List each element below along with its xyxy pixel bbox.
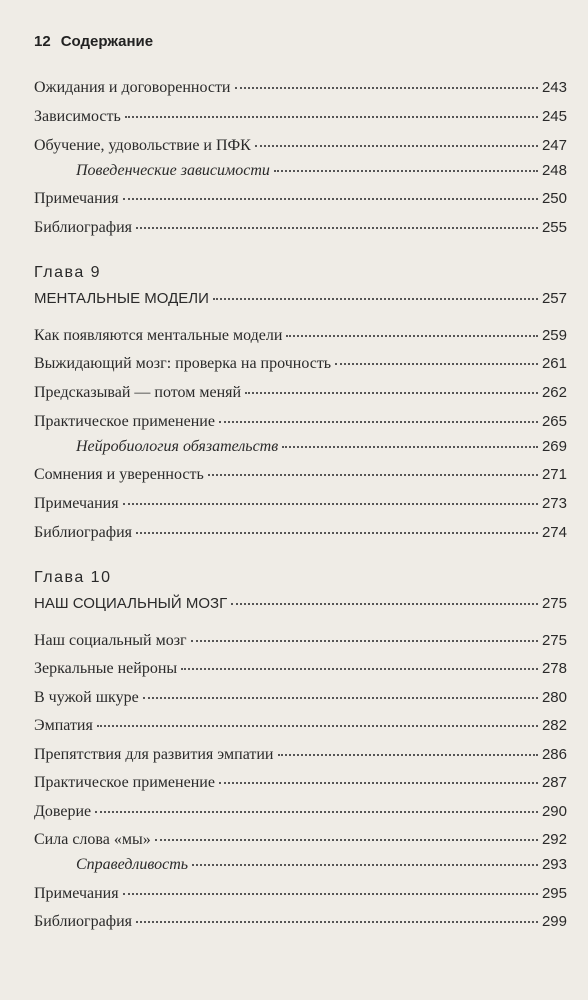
leader-dots xyxy=(278,754,538,756)
toc-entry xyxy=(34,745,567,765)
leader-dots xyxy=(286,335,538,337)
toc-entry-page: 275 xyxy=(541,632,567,649)
toc-entry-page: 278 xyxy=(541,660,567,677)
toc-entry-title: Эмпатия xyxy=(34,717,93,734)
chapter-title: МЕНТАЛЬНЫЕ МОДЕЛИ xyxy=(34,290,209,307)
leader-dots xyxy=(219,421,538,423)
toc-entry-page: 269 xyxy=(541,438,567,455)
toc-entry-page: 286 xyxy=(541,746,567,763)
toc-entry-title: Примечания xyxy=(34,885,119,902)
toc-entry-page: 247 xyxy=(541,137,567,154)
toc-entry-page: 292 xyxy=(541,831,567,848)
leader-dots xyxy=(208,474,538,476)
toc-entry-page: 243 xyxy=(541,79,567,96)
toc-entry-page: 295 xyxy=(541,885,567,902)
toc-entry-page: 245 xyxy=(541,108,567,125)
toc-entry-page: 273 xyxy=(541,495,567,512)
toc-entry xyxy=(34,659,567,679)
toc-entry xyxy=(34,716,567,736)
leader-dots xyxy=(245,392,538,394)
toc-entry xyxy=(34,78,567,98)
chapter-title-entry xyxy=(34,594,567,614)
leader-dots xyxy=(335,363,538,365)
toc-entry-page: 262 xyxy=(541,384,567,401)
toc-entry-page: 282 xyxy=(541,717,567,734)
leader-dots xyxy=(136,921,538,923)
toc-entry-title: Справедливость xyxy=(76,856,189,873)
running-title: Содержание xyxy=(60,33,154,50)
toc-entry-page: 265 xyxy=(541,413,567,430)
leader-dots xyxy=(95,811,538,813)
toc-entry-title: Библиография xyxy=(34,524,132,541)
toc-entry-title: Практическое применение xyxy=(34,413,215,430)
toc-entry-title: Препятствия для развития эмпатии xyxy=(34,746,274,763)
toc-entry-page: 261 xyxy=(541,355,567,372)
toc-entry-page: 299 xyxy=(541,913,567,930)
leader-dots xyxy=(181,668,538,670)
toc-entry-title: Ожидания и договоренности xyxy=(34,79,231,96)
toc-entry-page: 290 xyxy=(541,803,567,820)
toc-entry-page: 275 xyxy=(541,595,567,612)
toc-entry-title: Обучение, удовольствие и ПФК xyxy=(34,137,251,154)
leader-dots xyxy=(213,298,538,300)
toc-entry-title: Наш социальный мозг xyxy=(34,632,187,649)
toc-entry-title: Примечания xyxy=(34,495,119,512)
leader-dots xyxy=(191,640,538,642)
toc-entry xyxy=(34,830,567,850)
toc-entry-page: 255 xyxy=(541,219,567,236)
toc-entry xyxy=(34,136,567,156)
leader-dots xyxy=(136,532,538,534)
toc-entry-title: Примечания xyxy=(34,190,119,207)
toc-entry-title: Сомнения и уверенность xyxy=(34,466,204,483)
toc-entry-page: 280 xyxy=(541,689,567,706)
toc-entry xyxy=(34,523,567,543)
toc-entry-title: Зеркальные нейроны xyxy=(34,660,178,677)
toc-entry xyxy=(34,802,567,822)
toc-subentry xyxy=(34,855,567,875)
toc-entry-page: 287 xyxy=(541,774,567,791)
toc-entry-title: Практическое применение xyxy=(34,774,215,791)
toc-entry-title: Зависимость xyxy=(34,108,121,125)
chapter-label: Глава 9 xyxy=(34,264,102,281)
leader-dots xyxy=(274,170,538,172)
toc-entry xyxy=(34,688,567,708)
leader-dots xyxy=(282,446,538,448)
chapter-title: НАШ СОЦИАЛЬНЫЙ МОЗГ xyxy=(34,595,228,612)
chapter-label: Глава 10 xyxy=(34,569,112,586)
leader-dots xyxy=(123,503,538,505)
leader-dots xyxy=(123,198,538,200)
toc-entry xyxy=(34,773,567,793)
toc-entry xyxy=(34,631,567,651)
toc-entry xyxy=(34,326,567,346)
toc-entry xyxy=(34,412,567,432)
toc-entry-page: 257 xyxy=(541,290,567,307)
toc-subentry xyxy=(34,161,567,181)
toc-subentry xyxy=(34,437,567,457)
toc-entry-title: Библиография xyxy=(34,219,132,236)
toc-entry-title: Поведенческие зависимости xyxy=(76,162,270,179)
leader-dots xyxy=(192,864,538,866)
toc-entry-page: 248 xyxy=(541,162,567,179)
toc-entry xyxy=(34,354,567,374)
leader-dots xyxy=(255,145,538,147)
leader-dots xyxy=(125,116,538,118)
toc-entry-page: 271 xyxy=(541,466,567,483)
toc-entry xyxy=(34,107,567,127)
toc-entry-title: Сила слова «мы» xyxy=(34,831,151,848)
leader-dots xyxy=(231,603,538,605)
leader-dots xyxy=(219,782,538,784)
chapter-title-entry xyxy=(34,289,567,309)
leader-dots xyxy=(155,839,538,841)
toc-entry-page: 274 xyxy=(541,524,567,541)
page-number: 12 xyxy=(34,33,51,50)
toc-entry-title: В чужой шкуре xyxy=(34,689,139,706)
toc-entry-page: 293 xyxy=(541,856,567,873)
toc-entry xyxy=(34,912,567,932)
leader-dots xyxy=(143,697,538,699)
toc-entry xyxy=(34,465,567,485)
leader-dots xyxy=(97,725,538,727)
toc-entry xyxy=(34,383,567,403)
toc-entry-title: Нейробиология обязательств xyxy=(76,438,279,455)
toc-entry-page: 250 xyxy=(541,190,567,207)
toc-entry-page: 259 xyxy=(541,327,567,344)
toc-entry xyxy=(34,494,567,514)
toc-entry-title: Предсказывай — потом меняй xyxy=(34,384,242,401)
toc-entry xyxy=(34,884,567,904)
toc-entry xyxy=(34,189,567,209)
leader-dots xyxy=(136,227,538,229)
leader-dots xyxy=(235,87,538,89)
running-header xyxy=(34,33,153,50)
toc-entry-title: Доверие xyxy=(34,803,92,820)
toc-entry-title: Библиография xyxy=(34,913,132,930)
toc-entry xyxy=(34,218,567,238)
toc-entry-title: Выжидающий мозг: проверка на прочность xyxy=(34,355,332,372)
toc-entry-title: Как появляются ментальные модели xyxy=(34,327,283,344)
leader-dots xyxy=(123,893,538,895)
